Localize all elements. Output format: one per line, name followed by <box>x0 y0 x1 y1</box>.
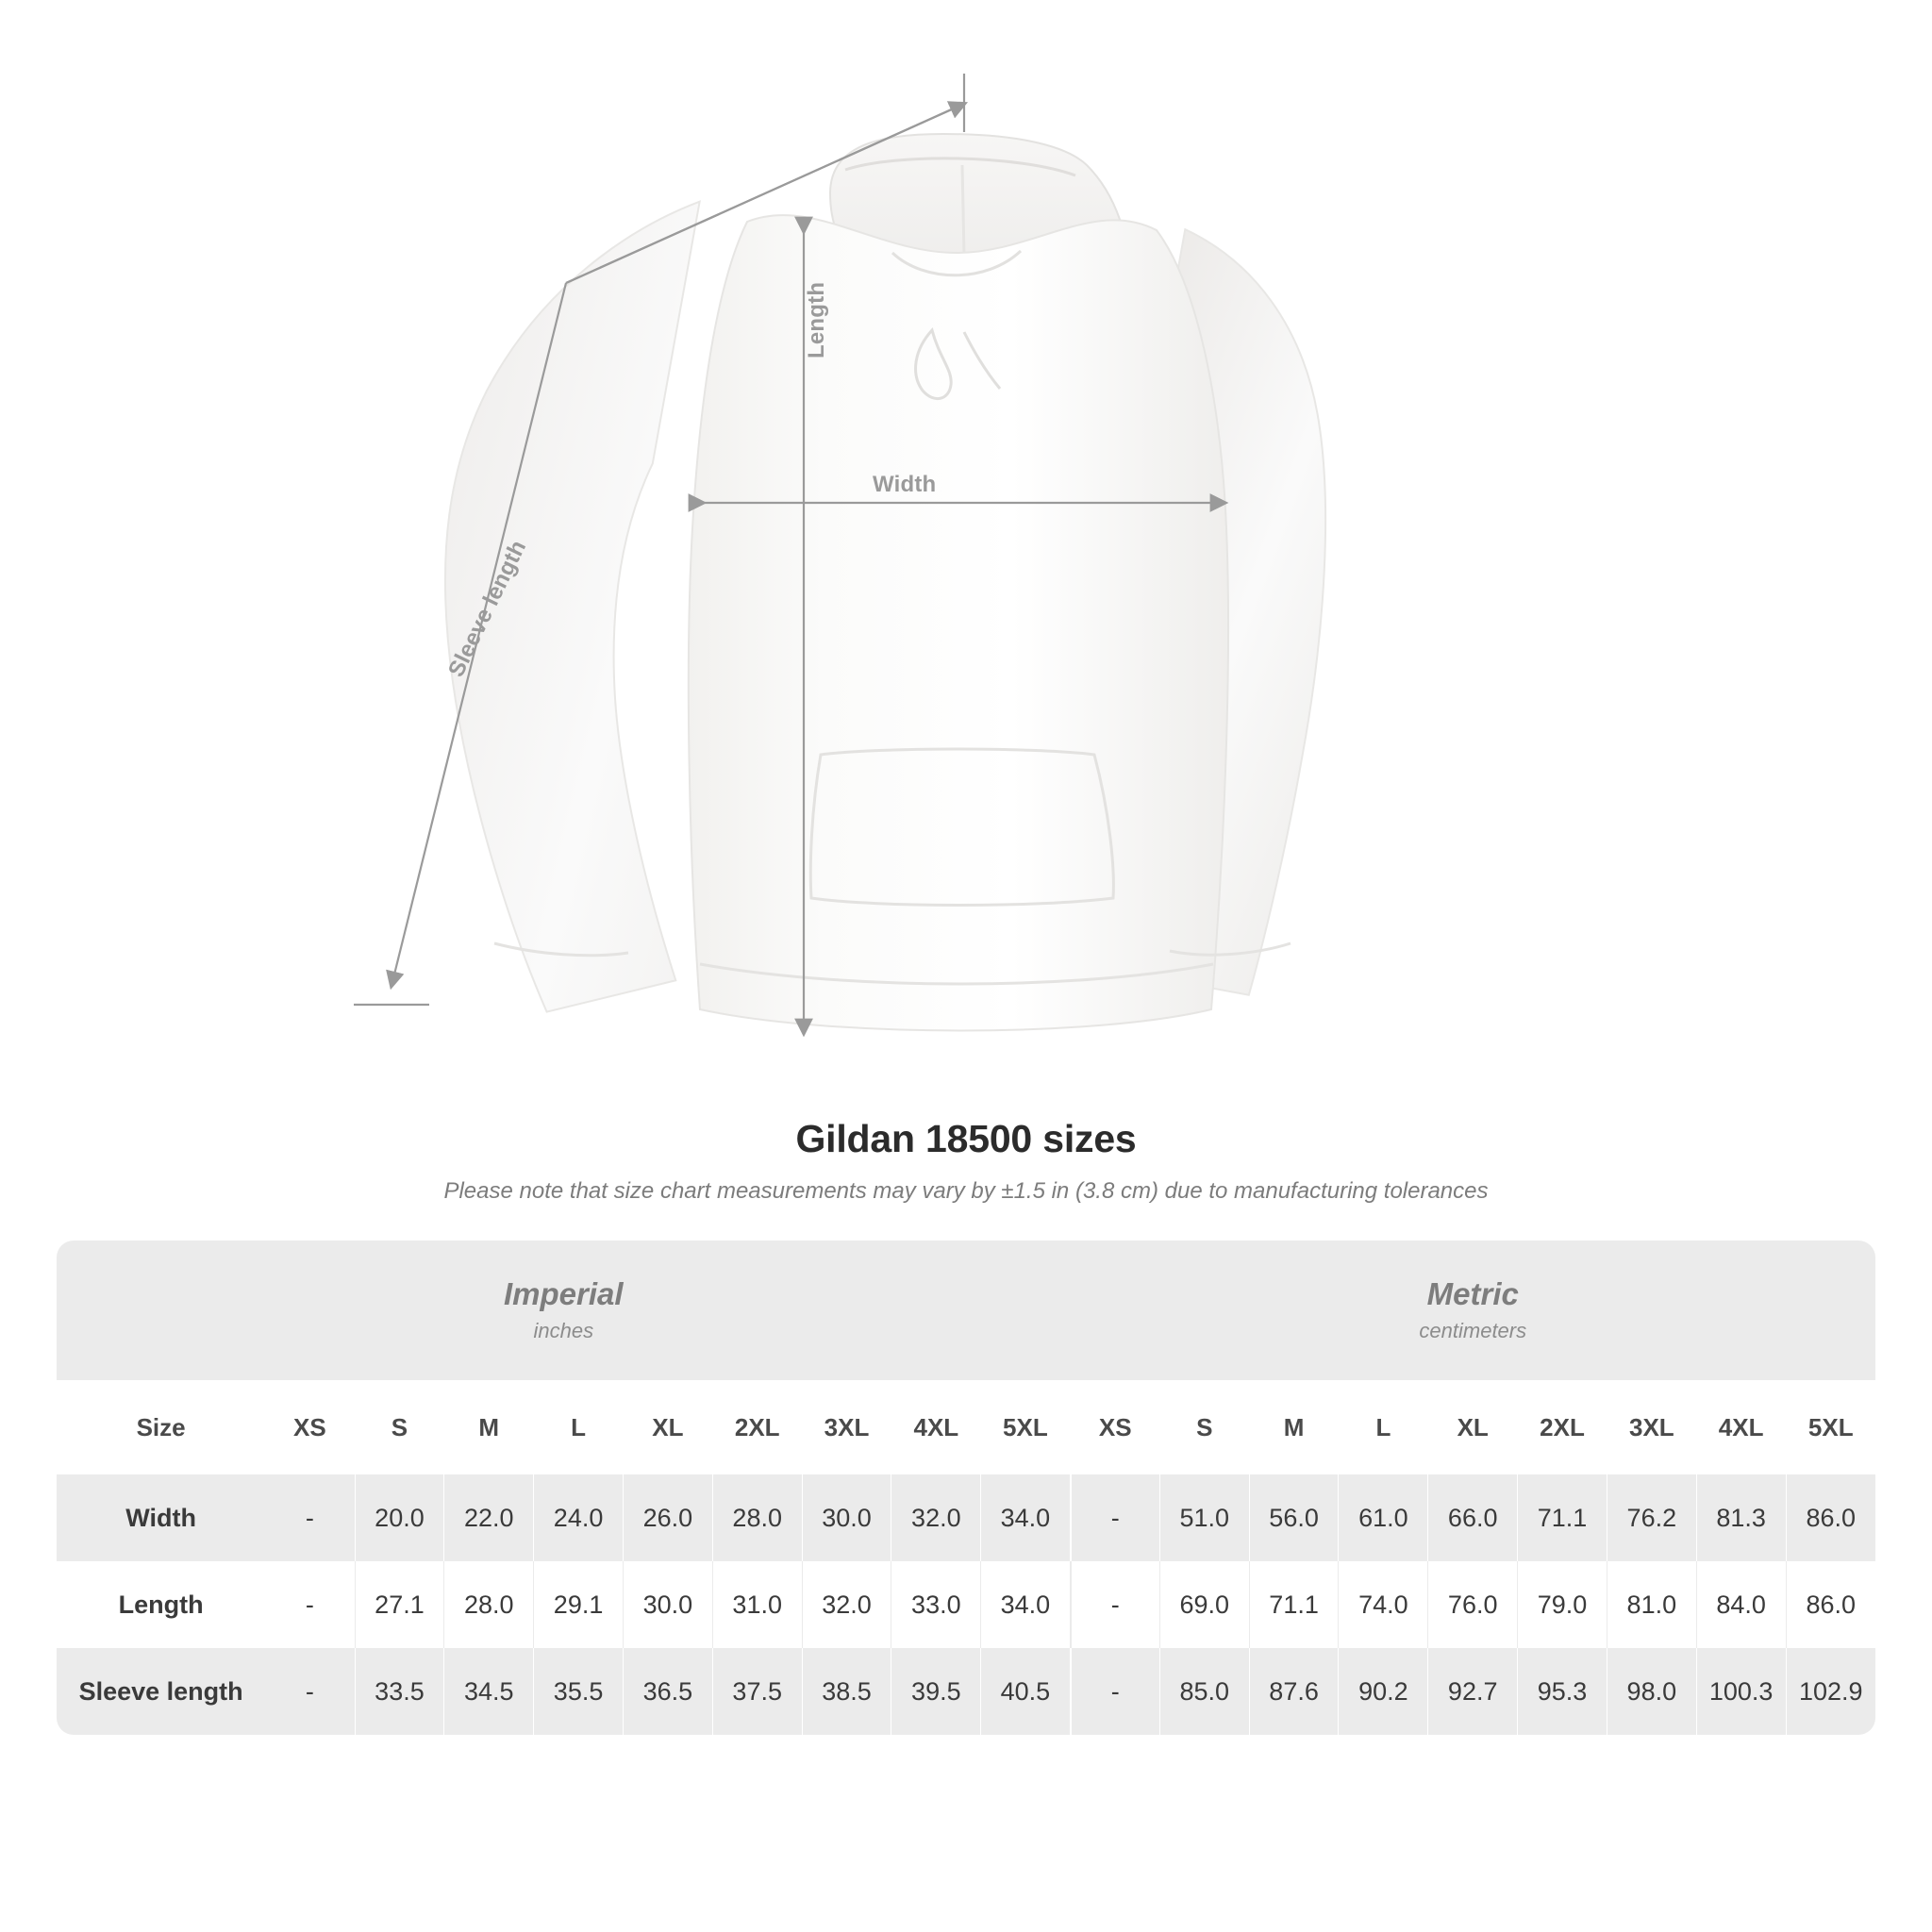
size-header-met-6: 3XL <box>1607 1380 1696 1474</box>
cell-width-imp-2: 22.0 <box>444 1474 534 1561</box>
cell-sleeve-met-3: 90.2 <box>1339 1648 1428 1735</box>
cell-length-imp-3: 29.1 <box>534 1561 624 1648</box>
page-title: Gildan 18500 sizes <box>795 1117 1137 1160</box>
cell-sleeve-imp-5: 37.5 <box>712 1648 802 1735</box>
unit-name-metric: Metric <box>1426 1275 1519 1311</box>
cell-sleeve-met-0: - <box>1071 1648 1160 1735</box>
unit-header-metric <box>1071 1241 1875 1380</box>
cell-width-imp-8: 34.0 <box>981 1474 1071 1561</box>
size-header-imp-3: L <box>534 1380 624 1474</box>
cell-width-imp-5: 28.0 <box>712 1474 802 1561</box>
cell-length-imp-1: 27.1 <box>355 1561 444 1648</box>
size-header-imp-8: 5XL <box>981 1380 1071 1474</box>
cell-length-met-6: 81.0 <box>1607 1561 1696 1648</box>
cell-length-met-7: 84.0 <box>1696 1561 1786 1648</box>
cell-sleeve-imp-0: - <box>265 1648 355 1735</box>
cell-sleeve-met-1: 85.0 <box>1159 1648 1249 1735</box>
cell-width-met-4: 66.0 <box>1428 1474 1518 1561</box>
cell-length-met-1: 69.0 <box>1159 1561 1249 1648</box>
cell-sleeve-imp-6: 38.5 <box>802 1648 891 1735</box>
cell-width-imp-4: 26.0 <box>623 1474 712 1561</box>
size-header-imp-0: XS <box>265 1380 355 1474</box>
unit-name-imperial: Imperial <box>503 1275 624 1311</box>
cell-width-met-2: 56.0 <box>1249 1474 1339 1561</box>
cell-sleeve-met-6: 98.0 <box>1607 1648 1696 1735</box>
cell-width-met-8: 86.0 <box>1786 1474 1875 1561</box>
unit-sub-imperial: inches <box>533 1319 594 1343</box>
cell-length-imp-4: 30.0 <box>623 1561 712 1648</box>
cell-length-imp-6: 32.0 <box>802 1561 891 1648</box>
row-label-width: Width <box>57 1474 265 1561</box>
sleeve-length-dimension-label: Sleeve length <box>443 536 532 681</box>
cell-sleeve-imp-7: 39.5 <box>891 1648 981 1735</box>
cell-width-imp-1: 20.0 <box>355 1474 444 1561</box>
cell-width-met-0: - <box>1071 1474 1160 1561</box>
size-header-imp-6: 3XL <box>802 1380 891 1474</box>
cell-length-imp-7: 33.0 <box>891 1561 981 1648</box>
cell-length-met-5: 79.0 <box>1518 1561 1607 1648</box>
cell-length-met-3: 74.0 <box>1339 1561 1428 1648</box>
size-header-imp-5: 2XL <box>712 1380 802 1474</box>
size-header-row <box>57 1380 1875 1474</box>
cell-width-met-1: 51.0 <box>1159 1474 1249 1561</box>
cell-sleeve-imp-8: 40.5 <box>981 1648 1071 1735</box>
cell-width-imp-3: 24.0 <box>534 1474 624 1561</box>
unit-header-row <box>57 1241 1875 1380</box>
cell-length-imp-5: 31.0 <box>712 1561 802 1648</box>
cell-sleeve-met-8: 102.9 <box>1786 1648 1875 1735</box>
size-header-imp-7: 4XL <box>891 1380 981 1474</box>
cell-sleeve-met-4: 92.7 <box>1428 1648 1518 1735</box>
width-dimension-label: Width <box>873 472 937 497</box>
size-header-met-2: M <box>1249 1380 1339 1474</box>
cell-width-met-7: 81.3 <box>1696 1474 1786 1561</box>
table-row-length <box>57 1561 1875 1648</box>
cell-sleeve-imp-4: 36.5 <box>623 1648 712 1735</box>
row-label-length: Length <box>57 1561 265 1648</box>
size-table-wrapper <box>57 1241 1875 1735</box>
size-header-met-8: 5XL <box>1786 1380 1875 1474</box>
size-header-met-0: XS <box>1071 1380 1160 1474</box>
size-header-met-3: L <box>1339 1380 1428 1474</box>
table-corner-label: Size <box>57 1380 265 1474</box>
cell-sleeve-met-5: 95.3 <box>1518 1648 1607 1735</box>
size-table <box>57 1241 1875 1735</box>
cell-width-imp-7: 32.0 <box>891 1474 981 1561</box>
row-label-sleeve-length: Sleeve length <box>57 1648 265 1735</box>
cell-width-met-6: 76.2 <box>1607 1474 1696 1561</box>
cell-sleeve-met-7: 100.3 <box>1696 1648 1786 1735</box>
cell-length-met-4: 76.0 <box>1428 1561 1518 1648</box>
hoodie-artwork <box>391 134 1360 1031</box>
cell-length-met-2: 71.1 <box>1249 1561 1339 1648</box>
size-header-imp-4: XL <box>623 1380 712 1474</box>
cell-width-imp-0: - <box>265 1474 355 1561</box>
unit-header-imperial <box>57 1241 1071 1380</box>
cell-width-imp-6: 30.0 <box>802 1474 891 1561</box>
cell-length-imp-0: - <box>265 1561 355 1648</box>
size-header-met-5: 2XL <box>1518 1380 1607 1474</box>
cell-sleeve-met-2: 87.6 <box>1249 1648 1339 1735</box>
unit-sub-metric: centimeters <box>1419 1319 1527 1343</box>
size-header-imp-1: S <box>355 1380 444 1474</box>
table-row-sleeve-length <box>57 1648 1875 1735</box>
length-dimension-label: Length <box>804 281 829 358</box>
size-header-met-4: XL <box>1428 1380 1518 1474</box>
cell-width-met-3: 61.0 <box>1339 1474 1428 1561</box>
page-subtitle: Please note that size chart measurements may vary by ±1.5 in (3.8 cm) due to manufacturing tolerances <box>443 1178 1489 1204</box>
cell-length-met-0: - <box>1071 1561 1160 1648</box>
cell-sleeve-imp-2: 34.5 <box>444 1648 534 1735</box>
cell-length-met-8: 86.0 <box>1786 1561 1875 1648</box>
cell-sleeve-imp-3: 35.5 <box>534 1648 624 1735</box>
cell-width-met-5: 71.1 <box>1518 1474 1607 1561</box>
cell-length-imp-2: 28.0 <box>444 1561 534 1648</box>
size-header-imp-2: M <box>444 1380 534 1474</box>
table-row-width <box>57 1474 1875 1561</box>
cell-length-imp-8: 34.0 <box>981 1561 1071 1648</box>
size-header-met-7: 4XL <box>1696 1380 1786 1474</box>
cell-sleeve-imp-1: 33.5 <box>355 1648 444 1735</box>
size-header-met-1: S <box>1159 1380 1249 1474</box>
